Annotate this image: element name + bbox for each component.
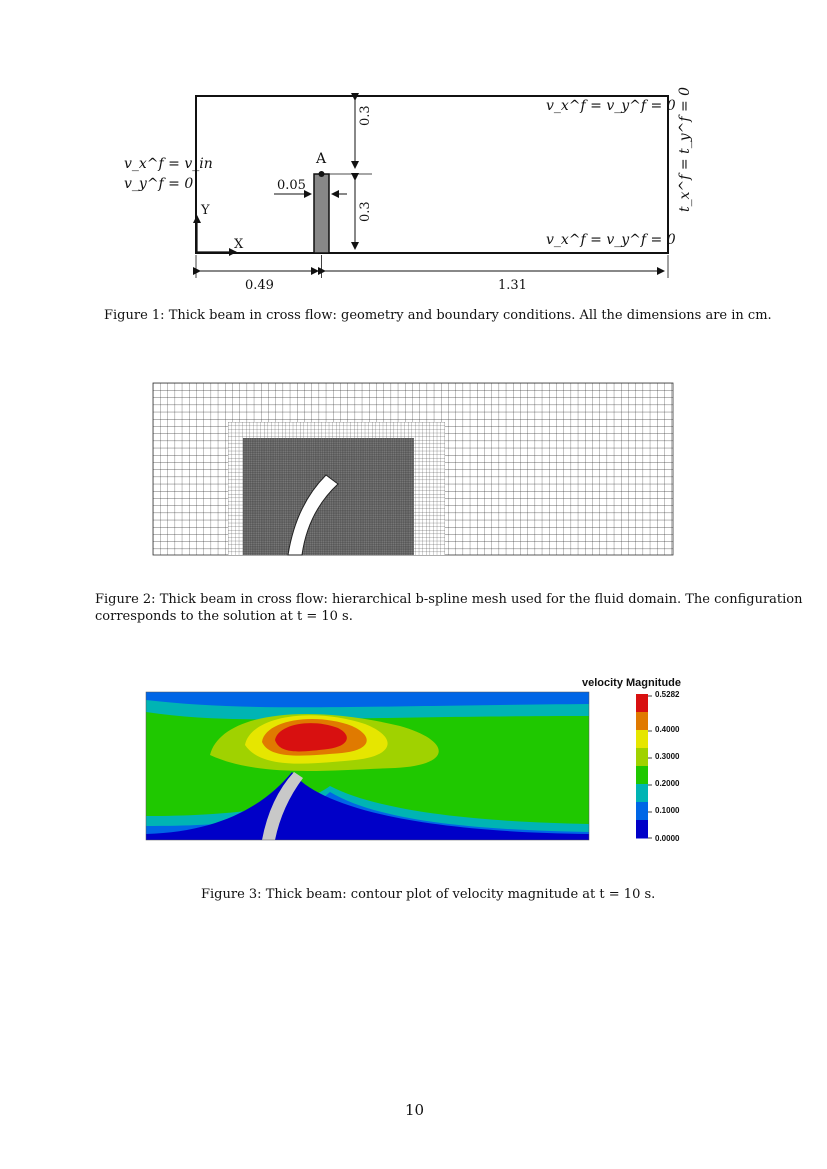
- legend-swatch: [636, 784, 648, 803]
- legend-swatch: [636, 748, 648, 767]
- dim-right: 1.31: [498, 278, 527, 293]
- page-number: 10: [405, 1101, 425, 1119]
- axis-y-label: Y: [201, 203, 210, 218]
- dim-height-top: 0.3: [358, 105, 373, 126]
- legend-tick-0: 0.4000: [655, 725, 680, 734]
- figure2-caption-line1: Figure 2: Thick beam in cross flow: hierarchical b-spline mesh used for the fluid domain. The configuration: [95, 592, 803, 607]
- legend-tick-4: 0.0000: [655, 834, 680, 843]
- top-bc: v_x^f = v_y^f = 0: [546, 98, 676, 114]
- legend-swatch: [636, 802, 648, 821]
- legend-swatch: [636, 712, 648, 731]
- legend-tick-1: 0.3000: [655, 752, 680, 761]
- outlet-bc: t_x^f = t_y^f = 0: [677, 86, 693, 212]
- dim-height-bottom: 0.3: [358, 201, 373, 222]
- figure1-caption: Figure 1: Thick beam in cross flow: geometry and boundary conditions. All the dimensions are in cm.: [104, 308, 772, 323]
- legend-max: 0.5282: [655, 690, 680, 699]
- inlet-bc-line1: v_x^f = v_in: [124, 156, 213, 172]
- inlet-bc-line2: v_y^f = 0: [124, 176, 194, 192]
- figure2-caption-line2: corresponds to the solution at t = 10 s.: [95, 609, 353, 624]
- axis-x-label: X: [234, 237, 244, 252]
- legend-swatch: [636, 730, 648, 749]
- dim-beam-width: 0.05: [277, 178, 306, 193]
- legend-swatch: [636, 694, 648, 713]
- legend-tick-2: 0.2000: [655, 779, 680, 788]
- dim-left: 0.49: [245, 278, 274, 293]
- legend-color-bar: [636, 694, 652, 839]
- figure3-caption: Figure 3: Thick beam: contour plot of velocity magnitude at t = 10 s.: [201, 887, 656, 902]
- bottom-bc: v_x^f = v_y^f = 0: [546, 232, 676, 248]
- point-a-label: A: [316, 151, 327, 167]
- legend-swatch: [636, 766, 648, 785]
- legend-swatch: [636, 820, 648, 839]
- legend-tick-3: 0.1000: [655, 806, 680, 815]
- legend-title: velocity Magnitude: [582, 677, 682, 689]
